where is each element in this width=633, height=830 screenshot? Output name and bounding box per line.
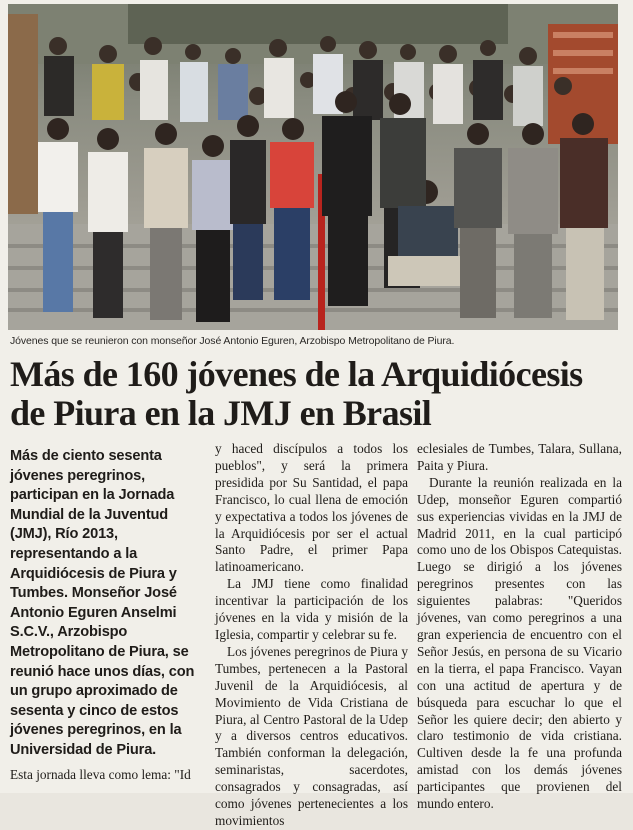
lead-paragraph: Más de ciento sesenta jóvenes peregrinos, participan en la Jornada Mundial de la Juventud (JMJ), Río 2013, representando a la Arquidiócesis de Piura y Tumbes. Monseñor José Antonio Eguren Anselmi S.C.V., Arzobispo Metropolitano de Piura, se reunió hace unos días, con un grupo aproximado de sesenta y cinco de estos jóvenes peregrinos, en la Universidad de Piura. — [10, 448, 195, 758]
column-2-paragraph-3: Los jóvenes peregrinos de Piura y Tumbes, pertenecen a la Pastoral Juvenil de la Arquidiócesis, al Movimiento de Vida Cristiana de Piura, al Centro Pastoral de la Udep y a diversos centros educativos. También conforman la delegación, seminaristas, sacerdotes, consagrados y consagradas, así como jóvenes pertenecientes a los movimientos — [215, 643, 408, 828]
column-3-paragraph-1: eclesiales de Tumbes, Talara, Sullana, Paita y Piura. — [417, 441, 622, 473]
group-photo-illustration — [8, 4, 618, 330]
article-column-3 — [417, 441, 622, 813]
headline-line-2: de Piura en la JMJ en Brasil — [10, 393, 432, 433]
group-photo — [8, 4, 618, 330]
column-3-paragraph-2: Durante la reunión realizada en la Udep, monseñor Eguren compartió sus experiencias vividas en la JMJ de Madrid 2011, en la cual participó como uno de los Obispos Catequistas. Luego se dirigió a los jóvenes peregrinos presentes con las siguientes palabras: "Queridos jóvenes, van como peregrinos a una gran experiencia de encuentro con el Señor Jesús, en persona de su Vicario en la tierra, el papa Francisco. Vayan con una actitud de apertura y de búsqueda para escuchar lo que el Señor les quiere decir; den abierto y claro testimonio de vida cristiana. Cultiven desde la fe una profunda amistad con los demás jóvenes participantes que provienen del mundo entero. — [417, 474, 622, 812]
headline — [10, 355, 628, 433]
column-2-paragraph-1: y haced discípulos a todos los pueblos", y será la primera presidida por Su Santidad, el papa Francisco, lo cual llena de emoción y expectativa a todos los jóvenes de la Arquidiócesis por ser el actual Santo Padre, el primer Papa latinoamericano. — [215, 441, 408, 575]
article-column-2 — [215, 441, 408, 830]
headline-line-1: Más de 160 jóvenes de la Arquidiócesis — [10, 354, 583, 394]
lead-tail-paragraph: Esta jornada lleva como lema: "Id — [10, 766, 191, 782]
photo-caption: Jóvenes que se reunieron con monseñor José Antonio Eguren, Arzobispo Metropolitano de Piura. — [10, 335, 455, 347]
article-column-1 — [10, 447, 205, 783]
column-2-paragraph-2: La JMJ tiene como finalidad incentivar la participación de los jóvenes en la vida y misión de la Iglesia, compartir y celebrar su fe. — [215, 576, 408, 642]
